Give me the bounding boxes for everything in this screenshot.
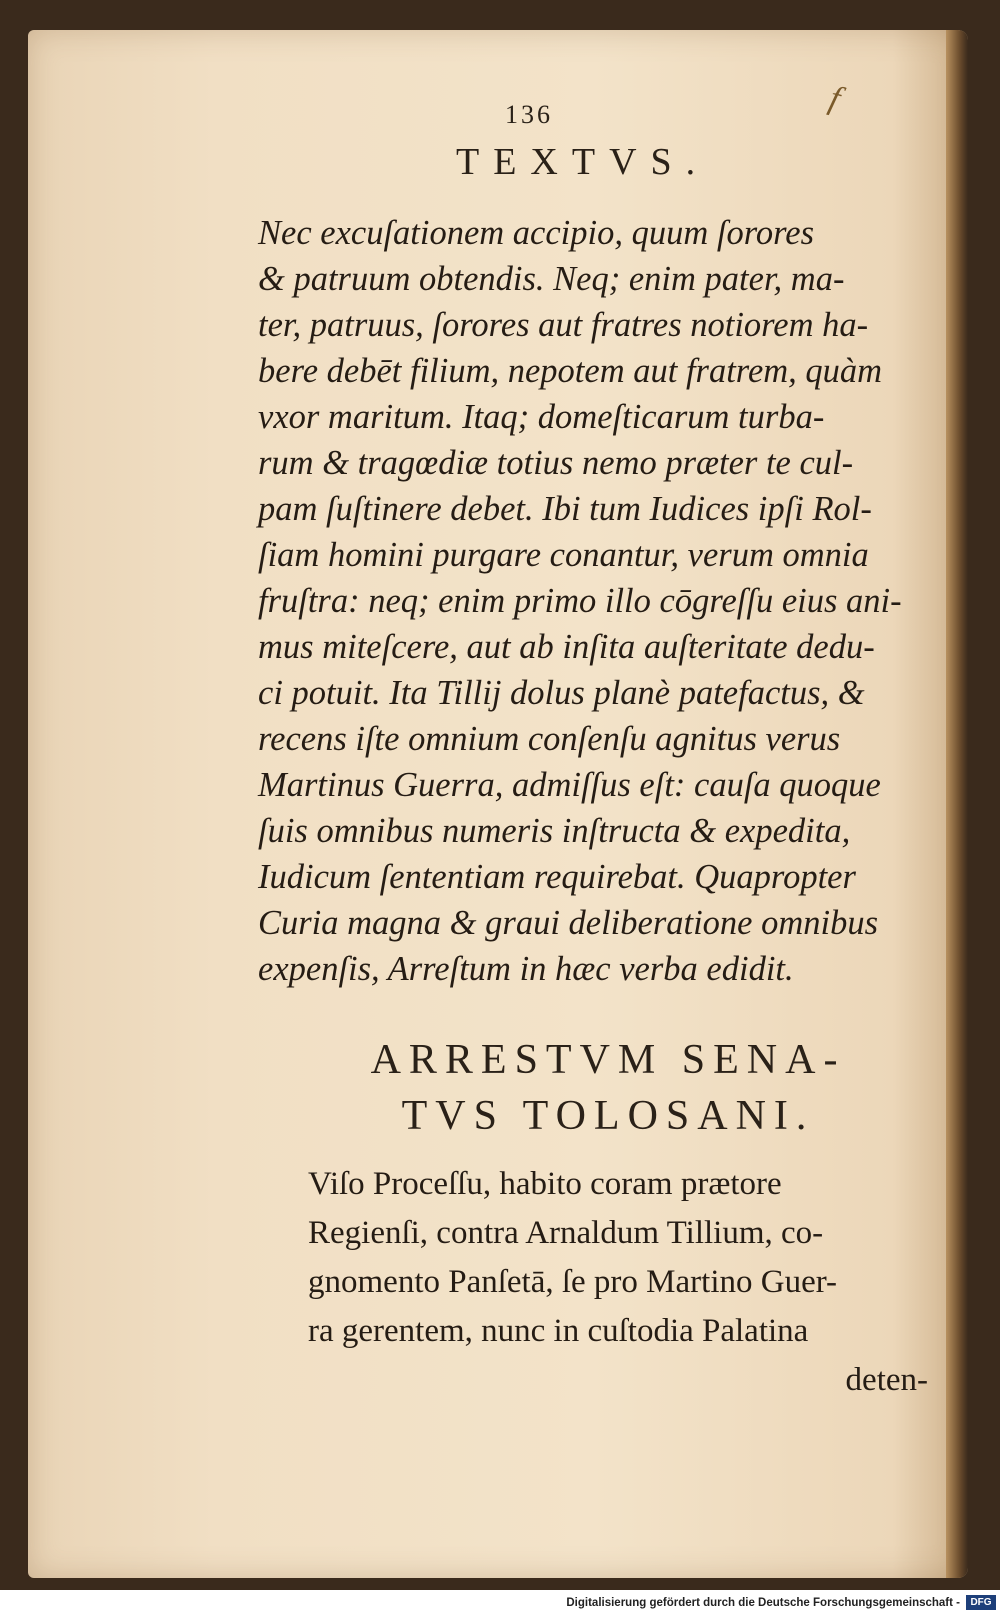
text-line: recens iſte omnium conſenſu agnitus verus: [258, 720, 841, 758]
text-line: ſuis omnibus numeris inſtructa & expedita,: [258, 812, 851, 850]
verdict-text: [308, 1160, 938, 1405]
text-line: pam ſuſtinere debet. Ibi tum Iudices ipſi Rol-: [258, 490, 872, 528]
text-line: Viſo Proceſſu, habito coram prætore: [308, 1166, 782, 1202]
text-line: expenſis, Arreſtum in hæc verba edidit.: [258, 950, 794, 988]
text-line: Martinus Guerra, admiſſus eſt: cauſa quoque: [258, 766, 881, 804]
body-text: [258, 210, 928, 992]
text-line: fruſtra: neq; enim primo illo cōgreſſu eius ani-: [258, 582, 902, 620]
page-edge: [946, 30, 968, 1578]
ink-mark: f: [825, 79, 845, 118]
heading-line: ARRESTVM SENA-: [370, 1037, 846, 1083]
text-line: Nec excuſationem accipio, quum ſorores: [258, 214, 815, 252]
text-line: ſiam homini purgare conantur, verum omnia: [258, 536, 869, 574]
text-line: ci potuit. Ita Tillij dolus planè patefactus, &: [258, 674, 865, 712]
funding-credit: Digitalisierung gefördert durch die Deutsche Forschungsgemeinschaft -: [566, 1597, 960, 1609]
heading-line: TVS TOLOSANI.: [401, 1093, 815, 1139]
section-heading: [298, 1032, 918, 1144]
text-line: Iudicum ſententiam requirebat. Quapropter: [258, 858, 856, 896]
text-line: ra gerentem, nunc in cuſtodia Palatina: [308, 1313, 809, 1349]
page-number: 136: [505, 100, 553, 129]
text-line: vxor maritum. Itaq; domeſticarum turba-: [258, 398, 825, 436]
catchword: deten-: [845, 1362, 928, 1398]
text-line: rum & tragœdiæ totius nemo præter te cul-: [258, 444, 854, 482]
text-line: gnomento Panſetā, ſe pro Martino Guer-: [308, 1264, 838, 1300]
text-line: Curia magna & graui deliberatione omnibus: [258, 904, 879, 942]
text-line: mus miteſcere, aut ab inſita auſteritate dedu-: [258, 628, 875, 666]
running-title: TEXTVS.: [456, 141, 710, 183]
text-line: Regienſi, contra Arnaldum Tillium, co-: [308, 1215, 824, 1251]
dfg-logo: DFG: [966, 1595, 996, 1610]
text-line: & patruum obtendis. Neq; enim pater, ma-: [258, 260, 845, 298]
footer-bar: [0, 1590, 1000, 1616]
text-line: ter, patruus, ſorores aut fratres notiorem ha-: [258, 306, 869, 344]
text-line: bere debēt filium, nepotem aut fratrem, quàm: [258, 352, 883, 390]
